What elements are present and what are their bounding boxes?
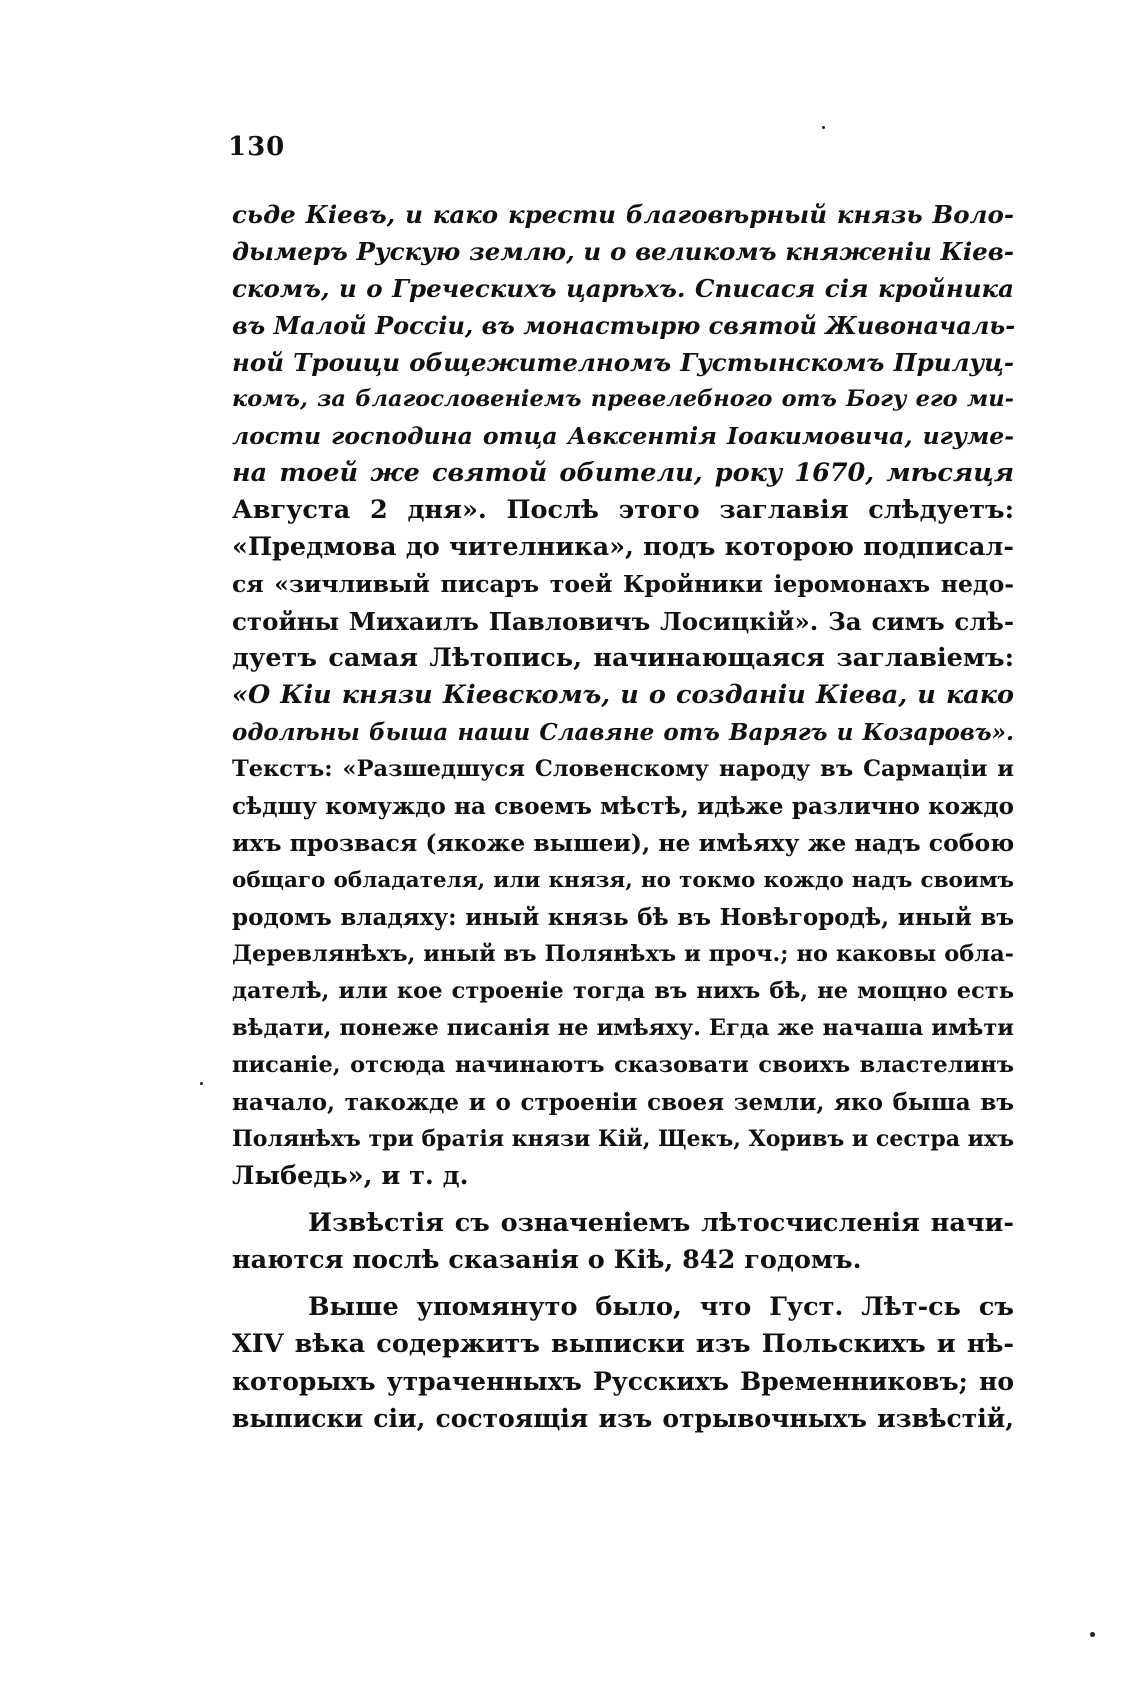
text-line: вѣдати, понеже писанія не имѣяху. Егда же начаша имѣти [232, 1015, 1014, 1041]
paragraph-line: наются послѣ сказанія о Кіѣ, 842 годомъ. [232, 1245, 862, 1275]
page-number: 130 [228, 132, 286, 162]
text-line: «О Кіи князи Кіевскомъ, и о созданіи Кіева, и како [232, 680, 1014, 710]
text-line: Лыбедь», и т. д. [232, 1161, 469, 1191]
paragraph-line: Извѣстія съ означеніемъ лѣтосчисленія начи- [308, 1208, 1014, 1238]
text-line: сѣдшу комуждо на своемъ мѣстѣ, идѣже различно кождо [232, 793, 1014, 820]
text-line: одолѣны быша наши Славяне отъ Варягъ и Козаровъ». [232, 719, 1014, 746]
paragraph-line: Выше упомянуто было, что Густ. Лѣт-сь съ [308, 1292, 1014, 1322]
text-line: начало, такожде и о строеніи своея земли, яко быша въ [232, 1089, 1014, 1116]
text-line: сьде Кіевъ, и како крести благовѣрный князь Воло- [232, 200, 1014, 229]
text-line: «Предмова до чителника», подъ которою подписал- [232, 532, 1014, 562]
text-line: лости господина отца Авксентія Іоакимовича, игуме- [232, 422, 1014, 450]
text-line: ся «зичливый писаръ тоей Кройники іеромонахъ недо- [232, 570, 1014, 598]
text-line: общаго обладателя, или князя, но токмо кождо надъ своимъ [232, 868, 1014, 893]
text-line: Текстъ: «Разшедшуся Словенскому народу въ Сармаціи и [232, 756, 1014, 782]
paragraph-line: XIV вѣка содержитъ выписки изъ Польскихъ и нѣ- [232, 1329, 1014, 1359]
text-line: ихъ прозвася (якоже вышеи), не имѣяху же надъ собою [232, 829, 1015, 857]
text-line: ной Троици общежителномъ Густынскомъ Прилуц- [232, 348, 1014, 377]
text-line: Полянѣхъ три братія князи Кій, Щекъ, Хоривъ и сестра ихъ [232, 1126, 1014, 1152]
text-line: комъ, за благословеніемъ превелебного отъ Богу его ми- [232, 386, 1014, 412]
text-line: въ Малой Россіи, въ монастырю святой Живоначаль- [232, 311, 1016, 340]
print-speck [200, 1082, 203, 1085]
text-line: Августа 2 дня». Послѣ этого заглавія слѣдуетъ: [232, 495, 1014, 525]
text-line: скомъ, и о Греческихъ царѣхъ. Списася сія кройника [232, 274, 1014, 303]
text-line: писаніе, отсюда начинаютъ сказовати своихъ властелинъ [232, 1052, 1014, 1078]
body-text [232, 196, 1014, 1437]
text-line: на тоей же святой обители, року 1670, мѣсяця [232, 458, 1014, 488]
text-line: Деревлянѣхъ, иный въ Полянѣхъ и проч.; но каковы обла- [232, 941, 1014, 967]
print-speck [822, 126, 825, 129]
paragraph-line: выписки сіи, состоящія изъ отрывочныхъ извѣстій, [232, 1404, 1014, 1433]
print-speck [1090, 1632, 1095, 1637]
text-line: дуетъ самая Лѣтопись, начинающаяся заглавіемъ: [232, 643, 1014, 673]
text-line: родомъ владяху: иный князь бѣ въ Новѣгородѣ, иный въ [232, 904, 1014, 931]
text-line: стойны Михаилъ Павловичъ Лосицкій». За симъ слѣ- [232, 607, 1014, 636]
paragraph-line: которыхъ утраченныхъ Русскихъ Временниковъ; но [232, 1367, 1014, 1396]
text-line: дателѣ, или кое строеніе тогда въ нихъ бѣ, не мощно есть [232, 978, 1014, 1004]
text-line: дымеръ Рускую землю, и о великомъ княженіи Кіев- [232, 237, 1014, 266]
